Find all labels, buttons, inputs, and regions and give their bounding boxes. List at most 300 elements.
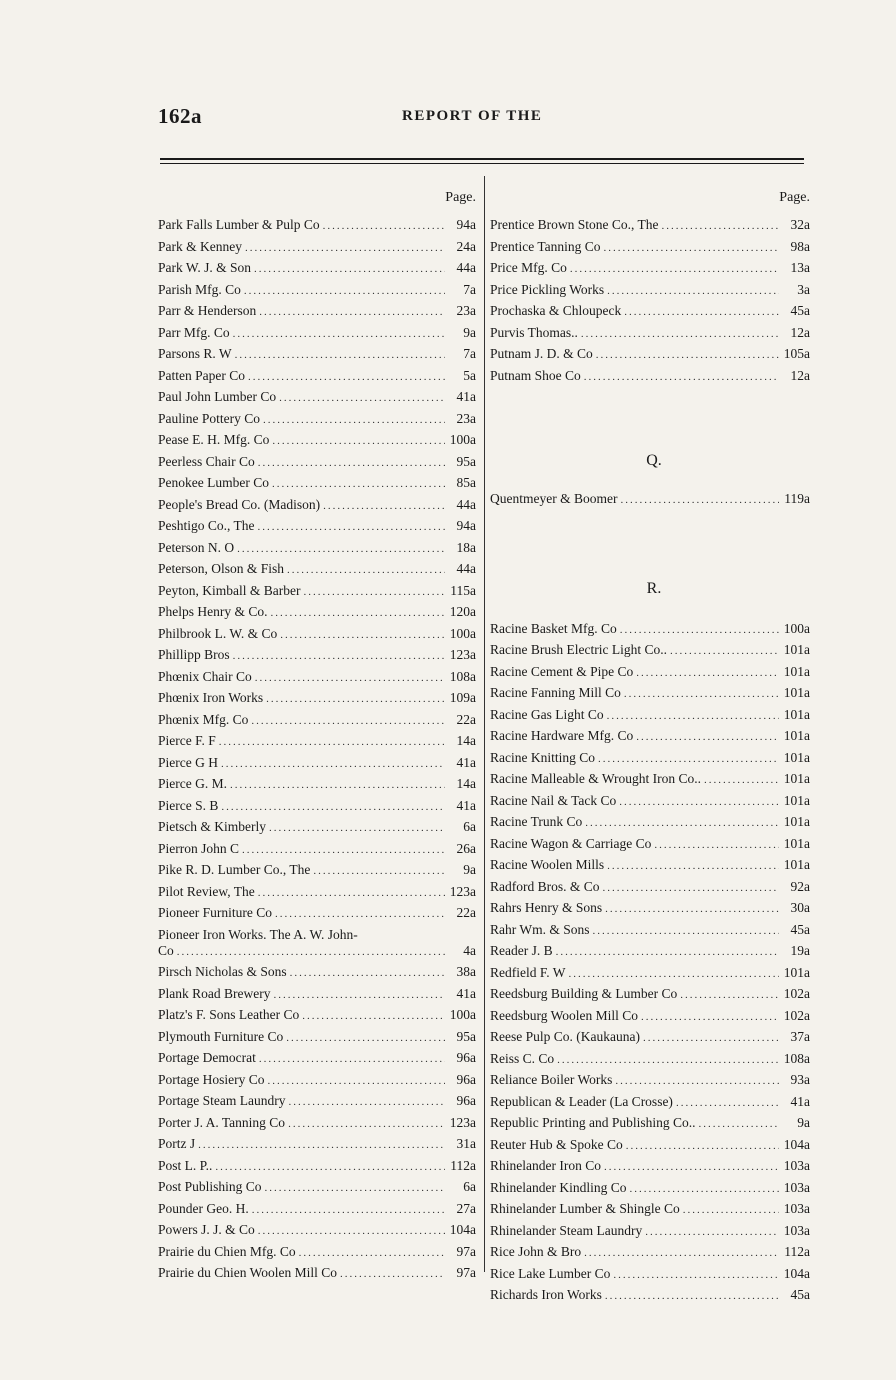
entry-page: 45a <box>790 303 810 318</box>
entry-page: 104a <box>449 1222 476 1237</box>
leader-dots <box>287 560 445 580</box>
index-entry <box>490 639 810 661</box>
entry-name: Portage Democrat <box>158 1050 256 1065</box>
entry-page: 85a <box>456 475 476 490</box>
index-entry <box>490 257 810 279</box>
entry-name: Prairie du Chien Woolen Mill Co <box>158 1265 338 1280</box>
entry-name: Rahr Wm. & Sons <box>490 921 590 937</box>
entry-name: Porter J. A. Tanning Co <box>158 1114 286 1130</box>
entry-page: 4a <box>463 943 476 958</box>
entry-list <box>158 214 476 1284</box>
entry-name: Rice Lake Lumber Co <box>490 1265 611 1281</box>
leader-dots <box>219 732 445 752</box>
index-entry <box>490 618 810 640</box>
leader-dots <box>280 625 445 645</box>
leader-dots <box>661 216 779 236</box>
entry-page: 100a <box>449 432 476 447</box>
leader-dots <box>584 1243 779 1263</box>
index-entry <box>158 623 476 645</box>
running-head: REPORT OF THE <box>402 108 543 124</box>
entry-page: 101a <box>783 685 810 700</box>
index-entry <box>490 768 810 790</box>
entry-name: Quentmeyer & Boomer <box>490 491 618 506</box>
leader-dots <box>613 1265 779 1285</box>
entry-name: Co <box>158 943 174 958</box>
entry-name: Richards Iron Works <box>490 1287 602 1302</box>
entry-name: Portage Steam Laundry <box>158 1093 286 1108</box>
index-entry <box>158 941 476 961</box>
entry-name: Radford Bros. & Co <box>490 878 600 894</box>
index-entry <box>490 704 810 726</box>
index-entry <box>158 902 476 924</box>
entry-page: 109a <box>449 690 476 705</box>
index-entry <box>490 1198 810 1220</box>
leader-dots <box>275 904 445 924</box>
entry-page: 23a <box>456 410 476 426</box>
leader-dots <box>258 883 445 903</box>
leader-dots <box>323 496 445 516</box>
entry-page: 6a <box>463 1179 476 1194</box>
index-entry <box>158 1176 476 1198</box>
leader-dots <box>259 1049 445 1069</box>
leader-dots <box>290 963 445 983</box>
entry-page: 103a <box>783 1222 810 1238</box>
index-entry <box>158 451 476 473</box>
index-entry <box>490 279 810 301</box>
index-entry <box>490 1048 810 1070</box>
entry-page: 41a <box>456 985 476 1001</box>
entry-name: Price Pickling Works <box>490 281 605 297</box>
entry-page: 101a <box>783 728 810 743</box>
entry-page: 27a <box>456 1200 476 1216</box>
entry-page: 45a <box>790 921 810 937</box>
index-entry <box>158 816 476 838</box>
entry-page: 9a <box>463 324 476 340</box>
leader-dots <box>645 1222 779 1242</box>
page-column-heading: Page. <box>779 190 810 205</box>
entry-page: 41a <box>456 754 476 770</box>
entry-name: Racine Gas Light Co <box>490 706 604 722</box>
entry-name: People's Bread Co. (Madison) <box>158 496 321 512</box>
leader-dots <box>244 281 445 301</box>
leader-dots <box>556 942 779 962</box>
leader-dots <box>643 1028 779 1048</box>
leader-dots <box>215 1157 445 1177</box>
index-entry <box>158 795 476 817</box>
leader-dots <box>299 1243 445 1263</box>
index-column-left <box>158 188 476 1284</box>
leader-dots <box>598 749 779 769</box>
entry-page: 44a <box>456 561 476 576</box>
entry-page: 101a <box>783 857 810 872</box>
leader-dots <box>676 1093 779 1113</box>
entry-name: Racine Basket Mfg. Co <box>490 620 617 636</box>
entry-page: 101a <box>783 663 810 679</box>
entry-name: Redfield F. W <box>490 964 566 980</box>
entry-page: 108a <box>449 668 476 684</box>
leader-dots <box>177 942 445 961</box>
index-entry <box>158 1133 476 1155</box>
index-entry <box>158 666 476 688</box>
entry-name: Portage Hosiery Co <box>158 1071 265 1087</box>
entry-name: Republic Printing and Publishing Co.. <box>490 1115 696 1130</box>
entry-name: Post Publishing Co <box>158 1179 262 1194</box>
entry-name: Reader J. B <box>490 943 553 958</box>
entry-name: Reese Pulp Co. (Kaukauna) <box>490 1029 640 1044</box>
entry-name: Paul John Lumber Co <box>158 389 277 404</box>
entry-page: 41a <box>456 797 476 813</box>
entry-name: Peterson, Olson & Fish <box>158 561 285 576</box>
leader-dots <box>607 281 779 301</box>
entry-page: 18a <box>456 539 476 555</box>
leader-dots <box>607 856 779 876</box>
index-entry <box>490 854 810 876</box>
entry-name: Reiss C. Co <box>490 1050 555 1066</box>
entry-page: 45a <box>790 1287 810 1302</box>
entry-name: Pierce G. M. <box>158 776 227 791</box>
entry-page: 100a <box>449 1007 476 1022</box>
index-entry <box>490 343 810 365</box>
entry-page: 96a <box>456 1050 476 1065</box>
index-entry <box>158 1155 476 1177</box>
leader-dots <box>605 1286 779 1306</box>
header-rule-thick <box>160 158 804 160</box>
entry-page: 103a <box>783 1179 810 1195</box>
entry-page: 103a <box>783 1201 810 1216</box>
index-entry <box>490 1112 810 1134</box>
index-entry <box>158 300 476 322</box>
entry-page: 98a <box>790 238 810 254</box>
entry-name: Parish Mfg. Co <box>158 281 241 297</box>
entry-name: Penokee Lumber Co <box>158 475 269 490</box>
page-column-heading: Page. <box>445 190 476 205</box>
index-entry <box>490 1241 810 1263</box>
index-entry <box>490 1155 810 1177</box>
index-entry <box>158 1219 476 1241</box>
leader-dots <box>607 706 779 726</box>
index-entry <box>158 429 476 451</box>
index-entry <box>158 515 476 537</box>
index-entry <box>490 940 810 962</box>
index-entry <box>158 709 476 731</box>
entry-name: Patten Paper Co <box>158 367 245 383</box>
index-entry <box>490 1220 810 1242</box>
entry-page: 41a <box>790 1093 810 1109</box>
leader-dots <box>313 861 445 881</box>
entry-name: Racine Knitting Co <box>490 749 595 765</box>
index-entry <box>158 257 476 279</box>
entry-name: Racine Nail & Tack Co <box>490 792 617 808</box>
entry-page: 104a <box>783 1136 810 1152</box>
index-entry <box>490 962 810 984</box>
leader-dots <box>302 1006 445 1026</box>
leader-dots <box>237 539 445 559</box>
entry-page: 102a <box>783 986 810 1001</box>
index-entry <box>158 601 476 623</box>
entry-name: Pauline Pottery Co <box>158 410 260 426</box>
entry-page: 108a <box>783 1050 810 1066</box>
entry-name: Pilot Review, The <box>158 883 255 899</box>
leader-dots <box>286 1028 445 1048</box>
leader-dots <box>636 727 779 747</box>
index-entry <box>158 1262 476 1284</box>
entry-name: Rhinelander Kindling Co <box>490 1179 627 1195</box>
entry-name: Racine Hardware Mfg. Co <box>490 728 634 743</box>
entry-page: 101a <box>783 706 810 722</box>
entry-page: 12a <box>790 367 810 383</box>
entry-page: 101a <box>783 749 810 765</box>
entry-page: 101a <box>783 642 810 657</box>
entry-list <box>490 488 810 510</box>
entry-page: 105a <box>783 346 810 361</box>
entry-name: Reedsburg Woolen Mill Co <box>490 1007 639 1023</box>
entry-name: Peerless Chair Co <box>158 453 255 469</box>
leader-dots <box>248 367 445 387</box>
section-letter-r: R. <box>646 579 662 597</box>
entry-name: Reedsburg Building & Lumber Co <box>490 986 678 1001</box>
index-entry <box>490 725 810 747</box>
entry-name: Phœnix Chair Co <box>158 668 252 684</box>
entry-page: 38a <box>456 964 476 979</box>
leader-dots <box>641 1007 779 1027</box>
leader-dots <box>221 797 445 817</box>
entry-list <box>490 618 810 1306</box>
entry-name: Racine Brush Electric Light Co.. <box>490 642 667 657</box>
entry-name: Racine Malleable & Wrought Iron Co.. <box>490 771 702 786</box>
entry-name: Phillipp Bros <box>158 647 230 662</box>
entry-page: 22a <box>456 711 476 727</box>
index-entry <box>158 1047 476 1069</box>
entry-page: 14a <box>456 776 476 791</box>
leader-dots <box>680 985 779 1005</box>
entry-page: 101a <box>783 835 810 851</box>
index-entry <box>490 919 810 941</box>
entry-name: Plank Road Brewery <box>158 985 271 1001</box>
entry-page: 37a <box>790 1029 810 1044</box>
entry-page: 115a <box>450 582 476 598</box>
entry-name: Prentice Brown Stone Co., The <box>490 217 659 232</box>
index-entry <box>490 365 810 387</box>
index-entry <box>158 752 476 774</box>
entry-page: 24a <box>456 238 476 254</box>
leader-dots <box>288 1092 445 1112</box>
leader-dots <box>198 1135 445 1155</box>
index-entry <box>158 580 476 602</box>
entry-page: 13a <box>790 260 810 275</box>
index-entry <box>158 859 476 881</box>
entry-page: 94a <box>456 518 476 533</box>
entry-page: 97a <box>456 1265 476 1280</box>
entry-page: 3a <box>797 281 810 297</box>
leader-dots <box>269 818 445 838</box>
leader-dots <box>273 985 445 1005</box>
entry-page: 44a <box>456 260 476 275</box>
index-entry <box>158 537 476 559</box>
index-entry <box>158 214 476 236</box>
entry-name: Park Falls Lumber & Pulp Co <box>158 217 320 232</box>
entry-page: 101a <box>783 964 810 980</box>
entry-name: Peshtigo Co., The <box>158 518 255 533</box>
entry-page: 104a <box>783 1265 810 1281</box>
leader-dots <box>603 878 780 898</box>
entry-name: Rhinelander Lumber & Shingle Co <box>490 1201 680 1216</box>
entry-list <box>490 214 810 386</box>
index-entry <box>158 881 476 903</box>
column-divider <box>484 176 485 1272</box>
entry-page: 95a <box>456 453 476 469</box>
entry-name: Price Mfg. Co <box>490 260 567 275</box>
leader-dots <box>258 453 445 473</box>
index-entry <box>158 773 476 795</box>
index-entry <box>158 236 476 258</box>
leader-dots <box>251 711 445 731</box>
index-entry <box>158 558 476 580</box>
entry-page: 22a <box>456 905 476 920</box>
entry-page: 6a <box>463 819 476 834</box>
index-entry <box>158 1198 476 1220</box>
leader-dots <box>235 345 445 365</box>
leader-dots <box>620 620 779 640</box>
entry-page: 41a <box>456 389 476 404</box>
leader-dots <box>615 1071 779 1091</box>
index-entry <box>490 214 810 236</box>
entry-name: Prentice Tanning Co <box>490 238 601 254</box>
entry-page: 9a <box>463 862 476 877</box>
leader-dots <box>604 1157 779 1177</box>
entry-name: Pike R. D. Lumber Co., The <box>158 862 311 877</box>
entry-name: Park W. J. & Son <box>158 260 252 275</box>
leader-dots <box>258 517 445 537</box>
entry-page: 119a <box>784 491 810 506</box>
entry-page: 101a <box>783 792 810 808</box>
entry-page: 9a <box>797 1115 810 1130</box>
entry-name: Phœnix Iron Works <box>158 690 264 705</box>
leader-dots <box>266 689 445 709</box>
header-rule-thin <box>160 163 804 164</box>
leader-dots <box>619 792 779 812</box>
leader-dots <box>267 1071 445 1091</box>
entry-page: 101a <box>783 771 810 786</box>
entry-page: 32a <box>790 217 810 232</box>
entry-page: 14a <box>456 733 476 748</box>
leader-dots <box>654 835 779 855</box>
leader-dots <box>288 1114 445 1134</box>
entry-page: 100a <box>449 625 476 641</box>
entry-name: Pioneer Furniture Co <box>158 905 272 920</box>
index-entry <box>158 1069 476 1091</box>
index-entry <box>490 236 810 258</box>
leader-dots <box>670 641 779 661</box>
leader-dots <box>629 1179 779 1199</box>
entry-name: Racine Fanning Mill Co <box>490 685 621 700</box>
entry-page: 123a <box>449 883 476 899</box>
entry-name: Rhinelander Steam Laundry <box>490 1222 643 1238</box>
entry-name: Parr Mfg. Co <box>158 324 230 340</box>
entry-page: 93a <box>790 1072 810 1087</box>
entry-name: Rahrs Henry & Sons <box>490 900 603 915</box>
leader-dots <box>624 684 779 704</box>
index-entry <box>490 897 810 919</box>
leader-dots <box>233 324 445 344</box>
entry-page: 92a <box>790 878 810 894</box>
entry-page: 12a <box>790 324 810 340</box>
index-entry <box>490 747 810 769</box>
leader-dots <box>593 921 779 941</box>
entry-page: 7a <box>463 281 476 297</box>
entry-page: 7a <box>463 346 476 361</box>
index-entry <box>490 983 810 1005</box>
entry-page: 95a <box>456 1028 476 1044</box>
leader-dots <box>258 1221 445 1241</box>
entry-name: Rice John & Bro <box>490 1244 582 1259</box>
entry-name: Racine Trunk Co <box>490 814 583 829</box>
entry-name: Prochaska & Chloupeck <box>490 303 622 318</box>
entry-name: Pounder Geo. H. <box>158 1200 249 1216</box>
leader-dots <box>303 582 445 602</box>
index-entry <box>158 1241 476 1263</box>
entry-name: Plymouth Furniture Co <box>158 1028 284 1044</box>
index-entry <box>490 1263 810 1285</box>
entry-page: 112a <box>450 1157 476 1173</box>
index-entry <box>158 983 476 1005</box>
index-entry <box>490 1069 810 1091</box>
index-entry <box>158 494 476 516</box>
leader-dots <box>704 770 779 790</box>
leader-dots <box>620 490 779 510</box>
index-entry <box>490 1091 810 1113</box>
leader-dots <box>626 1136 779 1156</box>
entry-page: 100a <box>783 620 810 636</box>
entry-page: 26a <box>456 840 476 856</box>
entry-page: 96a <box>456 1093 476 1108</box>
entry-name: Putnam J. D. & Co <box>490 346 593 361</box>
index-entry <box>158 1112 476 1134</box>
index-entry <box>158 687 476 709</box>
leader-dots <box>584 367 779 387</box>
index-entry <box>158 279 476 301</box>
leader-dots <box>254 259 445 279</box>
entry-name: Pierron John C <box>158 840 239 856</box>
entry-name: Portz J <box>158 1136 196 1151</box>
entry-name: Peyton, Kimball & Barber <box>158 582 301 598</box>
entry-name: Post L. P.. <box>158 1157 213 1173</box>
section-letter-q: Q. <box>646 452 662 469</box>
index-entry <box>158 386 476 408</box>
index-column-right <box>490 188 810 1306</box>
leader-dots <box>624 302 779 322</box>
entry-name: Racine Wagon & Carriage Co <box>490 835 652 851</box>
index-entry <box>490 1005 810 1027</box>
index-entry <box>158 343 476 365</box>
entry-page: 96a <box>456 1071 476 1087</box>
entry-name: Parsons R. W <box>158 346 232 361</box>
entry-page: 101a <box>783 814 810 829</box>
index-entry <box>158 1090 476 1112</box>
entry-page: 44a <box>456 496 476 512</box>
index-entry <box>158 644 476 666</box>
index-entry <box>490 833 810 855</box>
index-entry <box>490 682 810 704</box>
leader-dots <box>271 603 446 623</box>
leader-dots <box>581 324 779 344</box>
entry-name: Pioneer Iron Works. The A. W. John- <box>158 926 358 942</box>
index-entry <box>490 488 810 510</box>
index-entry <box>158 322 476 344</box>
leader-dots <box>683 1200 779 1220</box>
entry-name: Racine Woolen Mills <box>490 857 605 872</box>
index-entry <box>490 1134 810 1156</box>
entry-name: Pease E. H. Mfg. Co <box>158 432 270 447</box>
